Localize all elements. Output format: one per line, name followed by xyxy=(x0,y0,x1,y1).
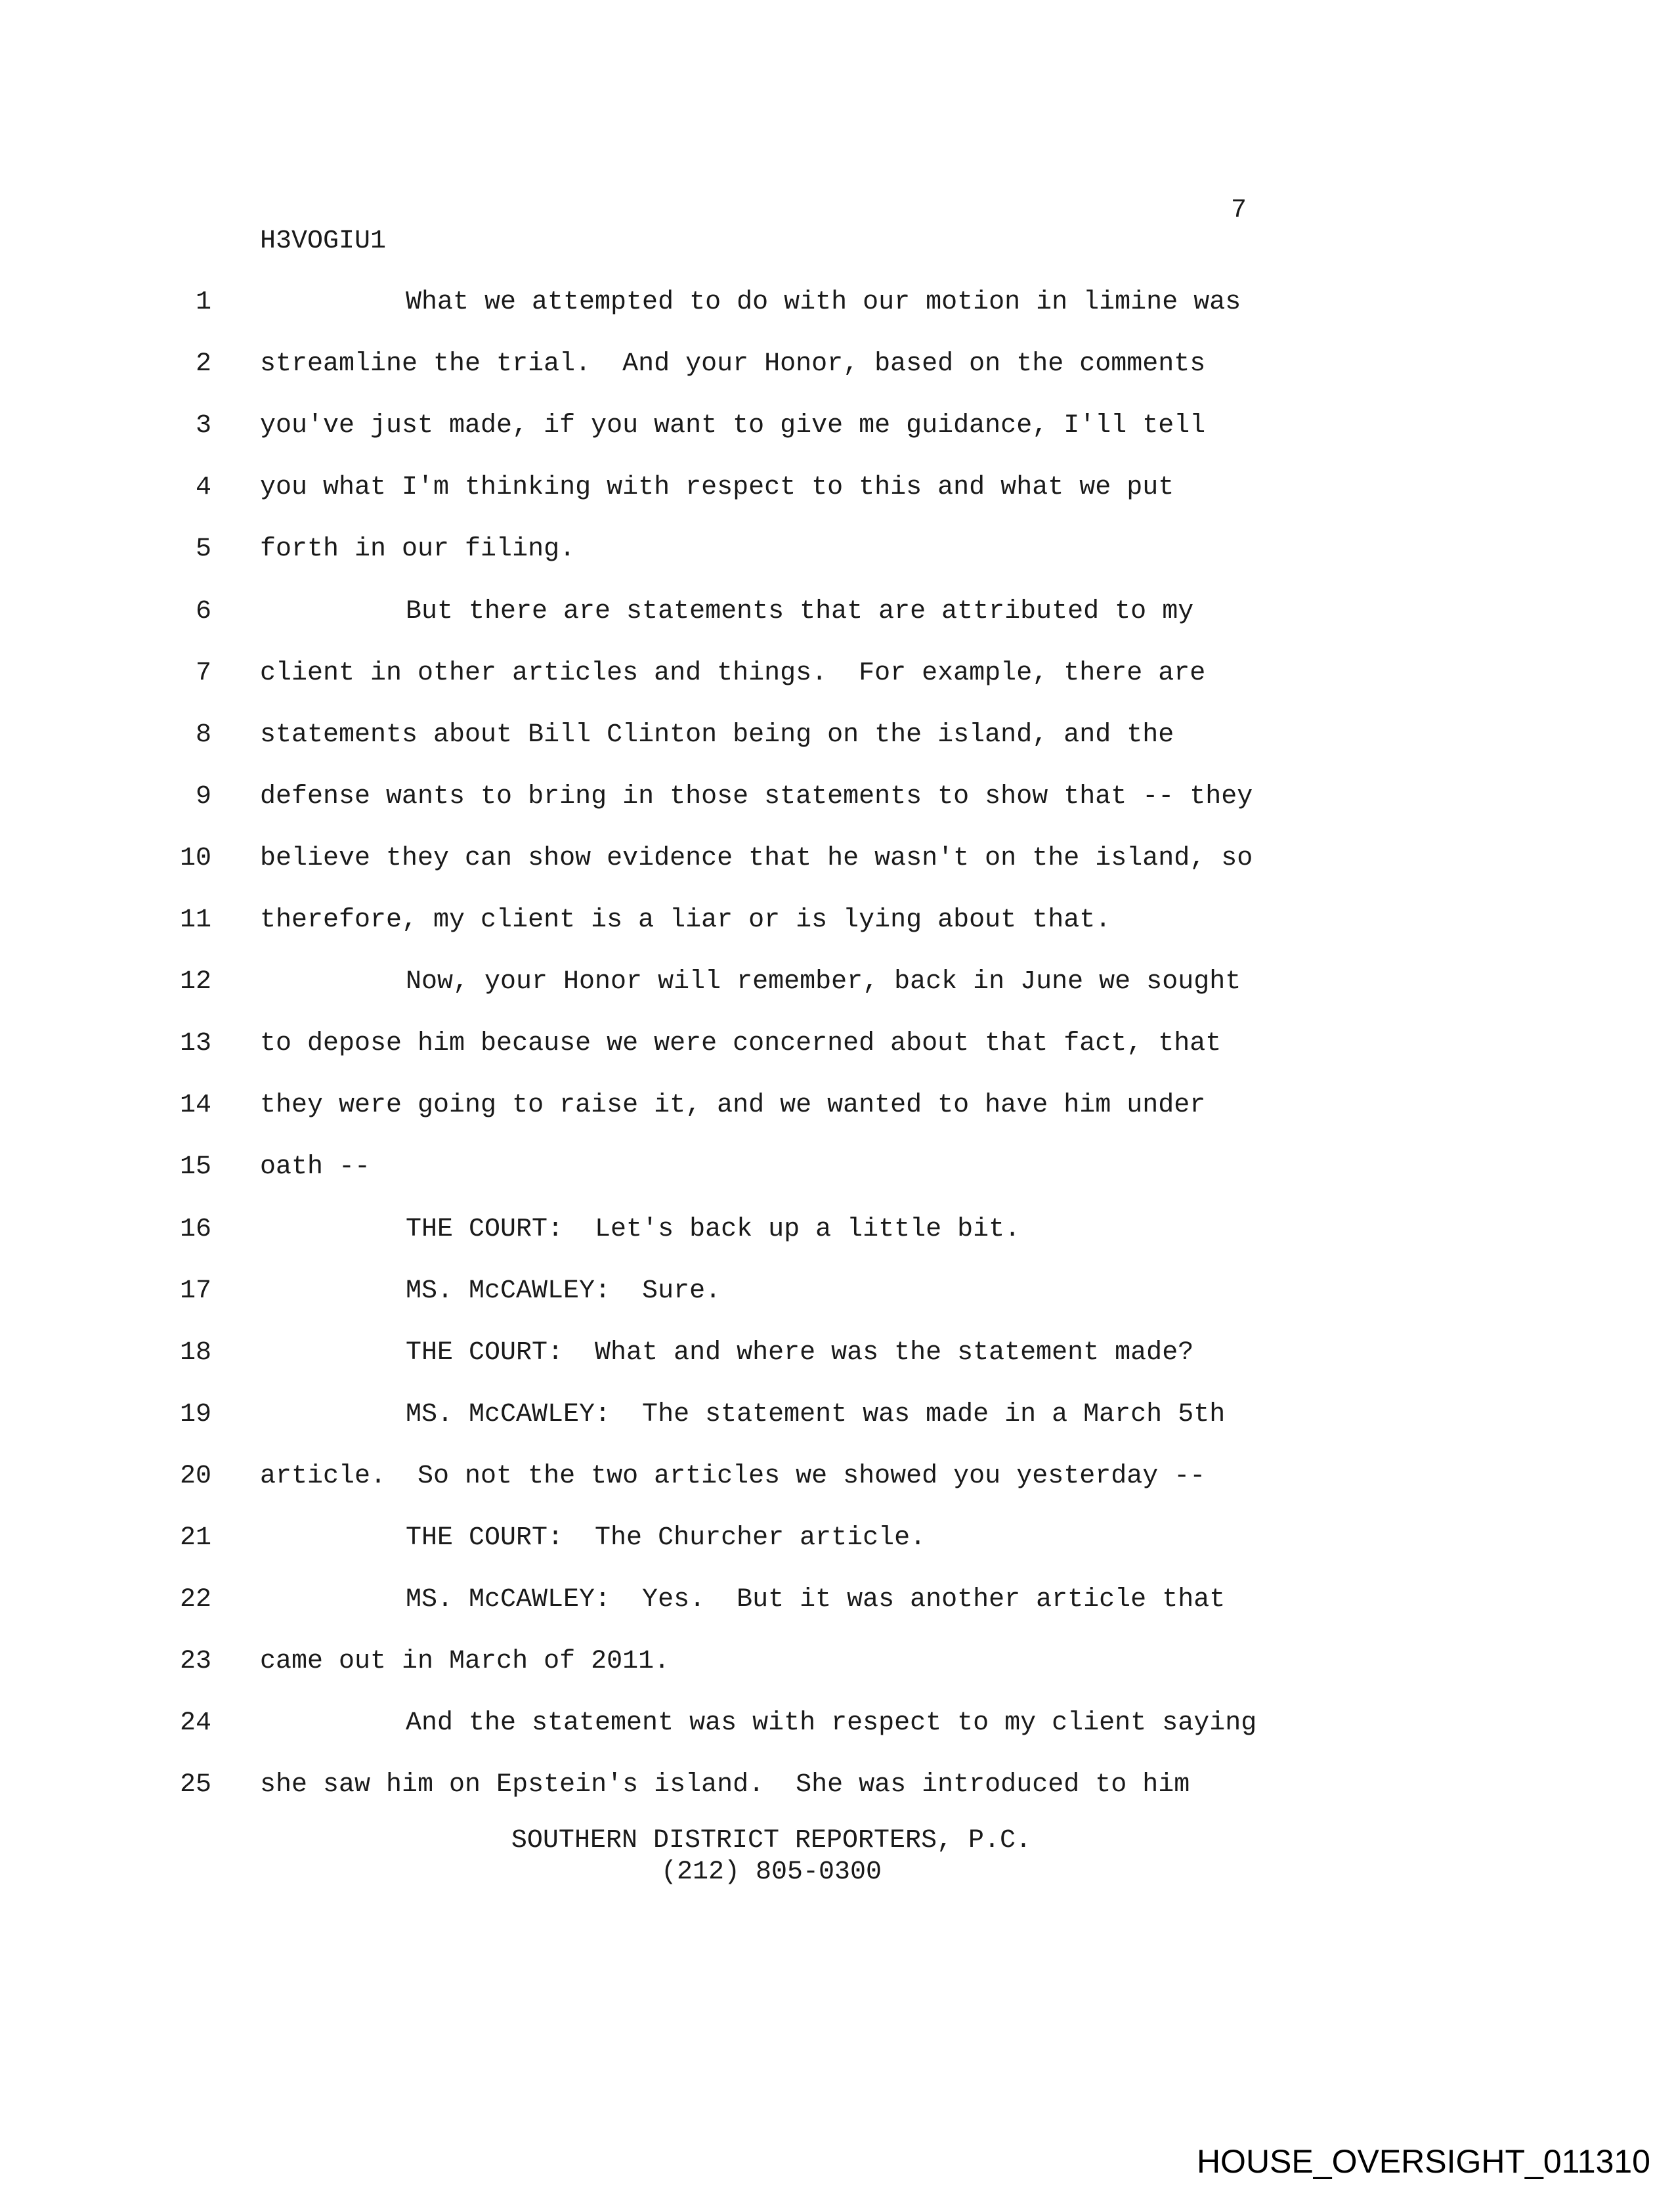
line-number: 18 xyxy=(179,1338,211,1368)
line-number: 6 xyxy=(195,597,211,626)
line-number: 8 xyxy=(195,720,211,750)
transcript-line xyxy=(0,1399,1674,1431)
line-number: 1 xyxy=(195,288,211,317)
transcript-line xyxy=(0,1646,1674,1678)
line-text: article. So not the two articles we showed you yesterday -- xyxy=(260,1462,1206,1491)
line-number: 24 xyxy=(179,1708,211,1738)
line-number: 19 xyxy=(179,1400,211,1429)
transcript-line xyxy=(0,1584,1674,1616)
line-text: But there are statements that are attributed to my xyxy=(406,597,1194,626)
transcript-line xyxy=(0,1769,1674,1801)
transcript-line xyxy=(0,1276,1674,1307)
line-text: streamline the trial. And your Honor, based on the comments xyxy=(260,349,1206,379)
transcript-line xyxy=(0,1708,1674,1739)
line-text: MS. McCAWLEY: Yes. But it was another article that xyxy=(406,1585,1226,1615)
line-number: 5 xyxy=(195,534,211,564)
line-text: to depose him because we were concerned about that fact, that xyxy=(260,1029,1222,1058)
line-number: 21 xyxy=(179,1523,211,1553)
line-number: 14 xyxy=(179,1091,211,1120)
bates-number: HOUSE_OVERSIGHT_011310 xyxy=(1196,2143,1650,2180)
line-text: THE COURT: The Churcher article. xyxy=(406,1523,926,1553)
line-number: 10 xyxy=(179,844,211,873)
line-number: 4 xyxy=(195,473,211,502)
line-number: 16 xyxy=(179,1215,211,1244)
footer-reporter-phone: (212) 805-0300 xyxy=(660,1857,882,1887)
line-text: she saw him on Epstein's island. She was introduced to him xyxy=(260,1770,1190,1800)
transcript-line xyxy=(0,349,1674,380)
line-text: forth in our filing. xyxy=(260,534,576,564)
page-number: 7 xyxy=(1231,196,1247,225)
line-number: 20 xyxy=(179,1462,211,1491)
transcript-line xyxy=(0,1461,1674,1492)
transcript-line xyxy=(0,472,1674,504)
line-text: client in other articles and things. For example, there are xyxy=(260,659,1206,688)
line-number: 12 xyxy=(179,967,211,997)
line-text: Now, your Honor will remember, back in June we sought xyxy=(406,967,1241,997)
line-number: 17 xyxy=(179,1276,211,1306)
line-text: MS. McCAWLEY: The statement was made in a March 5th xyxy=(406,1400,1226,1429)
line-text: THE COURT: What and where was the statement made? xyxy=(406,1338,1194,1368)
line-text: statements about Bill Clinton being on the island, and the xyxy=(260,720,1174,750)
line-text: THE COURT: Let's back up a little bit. xyxy=(406,1215,1021,1244)
transcript-line xyxy=(0,905,1674,936)
line-text: they were going to raise it, and we wanted to have him under xyxy=(260,1091,1206,1120)
line-number: 13 xyxy=(179,1029,211,1058)
line-number: 7 xyxy=(195,659,211,688)
transcript-line xyxy=(0,720,1674,751)
transcript-line xyxy=(0,596,1674,628)
line-text: What we attempted to do with our motion in limine was xyxy=(406,288,1241,317)
line-number: 3 xyxy=(195,411,211,441)
line-number: 25 xyxy=(179,1770,211,1800)
line-number: 11 xyxy=(179,905,211,935)
line-text: believe they can show evidence that he wasn't on the island, so xyxy=(260,844,1253,873)
transcript-line xyxy=(0,410,1674,442)
transcript-line xyxy=(0,534,1674,565)
line-number: 23 xyxy=(179,1647,211,1676)
line-number: 22 xyxy=(179,1585,211,1615)
line-text: you've just made, if you want to give me guidance, I'll tell xyxy=(260,411,1206,441)
document-code: H3VOGIU1 xyxy=(260,227,387,256)
line-text: MS. McCAWLEY: Sure. xyxy=(406,1276,721,1306)
transcript-line xyxy=(0,658,1674,689)
transcript-line xyxy=(0,1523,1674,1554)
line-text: And the statement was with respect to my client saying xyxy=(406,1708,1257,1738)
transcript-line xyxy=(0,843,1674,875)
transcript-line xyxy=(0,1152,1674,1183)
line-number: 9 xyxy=(195,782,211,812)
line-text: oath -- xyxy=(260,1152,371,1182)
transcript-line xyxy=(0,966,1674,998)
transcript-line xyxy=(0,781,1674,813)
transcript-line xyxy=(0,1090,1674,1121)
line-text: therefore, my client is a liar or is lying about that. xyxy=(260,905,1111,935)
line-text: came out in March of 2011. xyxy=(260,1647,670,1676)
transcript-line xyxy=(0,1028,1674,1060)
line-text: defense wants to bring in those statements to show that -- they xyxy=(260,782,1253,812)
line-number: 15 xyxy=(179,1152,211,1182)
line-text: you what I'm thinking with respect to this and what we put xyxy=(260,473,1174,502)
footer-reporter-company: SOUTHERN DISTRICT REPORTERS, P.C. xyxy=(511,1826,1032,1855)
transcript-line xyxy=(0,1214,1674,1246)
transcript-line xyxy=(0,287,1674,318)
transcript-line xyxy=(0,1337,1674,1369)
line-number: 2 xyxy=(195,349,211,379)
